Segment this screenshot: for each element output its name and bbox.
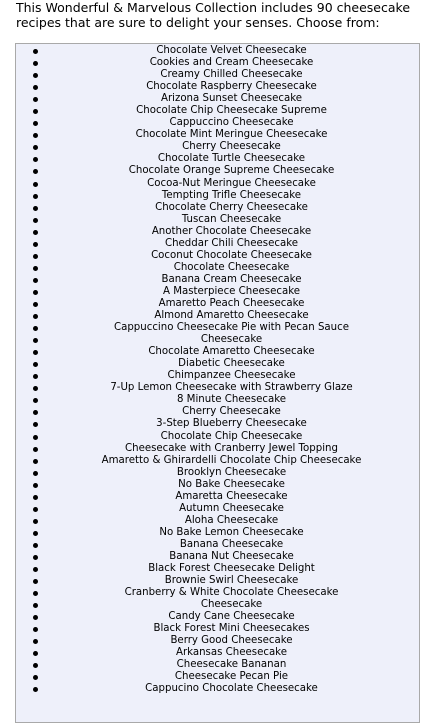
- bullet-icon: [33, 206, 38, 211]
- recipe-list-box: [15, 43, 420, 723]
- recipe-name: Cappuccino Cheesecake: [169, 117, 294, 129]
- list-item: [16, 310, 419, 322]
- bullet-icon: [33, 350, 38, 355]
- list-item: [16, 105, 419, 117]
- recipe-name: Cocoa-Nut Meringue Cheesecake: [147, 177, 316, 189]
- recipe-name: Cheesecake: [200, 599, 263, 611]
- recipe-name: Another Chocolate Cheesecake: [151, 225, 312, 237]
- recipe-name: Amaretto Peach Cheesecake: [158, 297, 305, 309]
- list-item: [16, 406, 419, 418]
- bullet-icon: [33, 435, 38, 440]
- list-item: [16, 623, 419, 635]
- list-item: [16, 503, 419, 515]
- bullet-icon: [33, 519, 38, 524]
- bullet-icon: [33, 61, 38, 66]
- bullet-icon: [33, 338, 38, 343]
- recipe-name: Cheesecake Pecan Pie: [174, 671, 289, 683]
- recipe-name: Tuscan Cheesecake: [181, 213, 282, 225]
- list-item: [16, 322, 419, 334]
- list-item: [16, 45, 419, 57]
- list-item: [16, 117, 419, 129]
- list-item: [16, 250, 419, 262]
- recipe-name: A Masterpiece Cheesecake: [163, 285, 300, 297]
- list-item: [16, 394, 419, 406]
- bullet-icon: [33, 85, 38, 90]
- bullet-icon: [33, 398, 38, 403]
- list-item: [16, 587, 419, 599]
- list-item: [16, 671, 419, 683]
- list-item: [16, 214, 419, 226]
- list-item: [16, 683, 419, 695]
- list-item: [16, 334, 419, 346]
- list-item: [16, 382, 419, 394]
- recipe-name: Chocolate Raspberry Cheesecake: [146, 81, 317, 93]
- bullet-icon: [33, 459, 38, 464]
- list-item: [16, 153, 419, 165]
- bullet-icon: [33, 194, 38, 199]
- list-item: [16, 129, 419, 141]
- list-item: [16, 659, 419, 671]
- recipe-name: Chocolate Cherry Cheesecake: [155, 201, 308, 213]
- bullet-icon: [33, 591, 38, 596]
- list-item: [16, 298, 419, 310]
- list-item: [16, 274, 419, 286]
- list-item: [16, 527, 419, 539]
- bullet-icon: [33, 133, 38, 138]
- recipe-name: Chocolate Cheesecake: [173, 261, 290, 273]
- bullet-icon: [33, 386, 38, 391]
- list-item: [16, 141, 419, 153]
- recipe-name: Cranberry & White Chocolate Cheesecake: [124, 587, 339, 599]
- bullet-icon: [33, 507, 38, 512]
- list-item: [16, 455, 419, 467]
- recipe-name: No Bake Lemon Cheesecake: [159, 526, 304, 538]
- list-item: [16, 647, 419, 659]
- recipe-name: Chocolate Chip Cheesecake: [160, 430, 303, 442]
- list-item: [16, 575, 419, 587]
- bullet-icon: [33, 266, 38, 271]
- bullet-icon: [33, 362, 38, 367]
- bullet-icon: [33, 615, 38, 620]
- bullet-icon: [33, 603, 38, 608]
- list-item: [16, 491, 419, 503]
- recipe-name: Brooklyn Cheesecake: [176, 466, 287, 478]
- list-item: [16, 81, 419, 93]
- list-item: [16, 370, 419, 382]
- recipe-name: Cheesecake Bananan: [176, 659, 287, 671]
- bullet-icon: [33, 495, 38, 500]
- list-item: [16, 551, 419, 563]
- recipe-name: Brownie Swirl Cheesecake: [164, 575, 299, 587]
- list-item: [16, 93, 419, 105]
- list-item: [16, 467, 419, 479]
- bullet-icon: [33, 326, 38, 331]
- bullet-icon: [33, 675, 38, 680]
- recipe-name: Chocolate Velvet Cheesecake: [156, 45, 307, 56]
- list-item: [16, 226, 419, 238]
- recipe-name: Arizona Sunset Cheesecake: [160, 93, 303, 105]
- recipe-name: No Bake Cheesecake: [178, 478, 285, 490]
- list-item: [16, 515, 419, 527]
- list-item: [16, 358, 419, 370]
- recipe-name: 3-Step Blueberry Cheesecake: [156, 418, 307, 430]
- recipe-name: Banana Cheesecake: [179, 538, 284, 550]
- recipe-name: Chocolate Amaretto Cheesecake: [148, 346, 315, 358]
- bullet-icon: [33, 73, 38, 78]
- bullet-icon: [33, 627, 38, 632]
- bullet-icon: [33, 422, 38, 427]
- list-item: [16, 599, 419, 611]
- bullet-icon: [33, 97, 38, 102]
- bullet-icon: [33, 182, 38, 187]
- bullet-icon: [33, 254, 38, 259]
- intro-text: This Wonderful & Marvelous Collection includes 90 cheesecake recipes that are sure to delight your senses. Choose from:: [16, 0, 411, 30]
- list-item: [16, 262, 419, 274]
- list-item: [16, 69, 419, 81]
- recipe-name: Black Forest Mini Cheesecakes: [153, 623, 310, 635]
- recipe-name: 8 Minute Cheesecake: [176, 394, 287, 406]
- bullet-icon: [33, 663, 38, 668]
- bullet-icon: [33, 447, 38, 452]
- list-item: [16, 563, 419, 575]
- recipe-name: Cherry Cheesecake: [182, 141, 281, 153]
- recipe-name: Arkansas Cheesecake: [175, 647, 287, 659]
- recipe-list: [16, 44, 419, 696]
- bullet-icon: [33, 651, 38, 656]
- recipe-name: Cappucino Chocolate Cheesecake: [145, 683, 318, 695]
- bullet-icon: [33, 278, 38, 283]
- recipe-name: Cookies and Cream Cheesecake: [149, 57, 314, 69]
- bullet-icon: [33, 579, 38, 584]
- recipe-name: Almond Amaretto Cheesecake: [154, 310, 309, 322]
- recipe-name: Berry Good Cheesecake: [170, 635, 293, 647]
- list-item: [16, 539, 419, 551]
- list-item: [16, 238, 419, 250]
- bullet-icon: [33, 483, 38, 488]
- list-item: [16, 190, 419, 202]
- recipe-name: Cheesecake with Cranberry Jewel Topping: [125, 442, 338, 454]
- recipe-name: Candy Cane Cheesecake: [168, 611, 295, 623]
- recipe-name: Autumn Cheesecake: [179, 502, 284, 514]
- bullet-icon: [33, 687, 38, 692]
- bullet-icon: [33, 157, 38, 162]
- bullet-icon: [33, 109, 38, 114]
- bullet-icon: [33, 169, 38, 174]
- list-item: [16, 165, 419, 177]
- recipe-name: Chocolate Orange Supreme Cheesecake: [128, 165, 335, 177]
- recipe-name: Black Forest Cheesecake Delight: [148, 563, 315, 575]
- list-item: [16, 431, 419, 443]
- recipe-name: Chocolate Chip Cheesecake Supreme: [136, 105, 327, 117]
- list-item: [16, 635, 419, 647]
- bullet-icon: [33, 218, 38, 223]
- bullet-icon: [33, 121, 38, 126]
- list-item: [16, 57, 419, 69]
- recipe-name: Tempting Trifle Cheesecake: [161, 189, 302, 201]
- recipe-name: Chocolate Turtle Cheesecake: [157, 153, 306, 165]
- recipe-name: Cappuccino Cheesecake Pie with Pecan Sauce: [113, 322, 349, 334]
- recipe-name: Aloha Cheesecake: [184, 514, 279, 526]
- bullet-icon: [33, 471, 38, 476]
- recipe-name: Cherry Cheesecake: [182, 406, 281, 418]
- recipe-name: Cheddar Chili Cheesecake: [164, 237, 299, 249]
- bullet-icon: [33, 49, 38, 54]
- bullet-icon: [33, 410, 38, 415]
- bullet-icon: [33, 374, 38, 379]
- recipe-name: Amaretto & Ghirardelli Chocolate Chip Cheesecake: [101, 454, 362, 466]
- list-item: [16, 178, 419, 190]
- list-item: [16, 479, 419, 491]
- bullet-icon: [33, 531, 38, 536]
- recipe-name: Banana Nut Cheesecake: [169, 550, 294, 562]
- recipe-name: Amaretta Cheesecake: [175, 490, 288, 502]
- bullet-icon: [33, 302, 38, 307]
- bullet-icon: [33, 555, 38, 560]
- recipe-name: 7-Up Lemon Cheesecake with Strawberry Glaze: [110, 382, 353, 394]
- recipe-name: Coconut Chocolate Cheesecake: [151, 249, 312, 261]
- recipe-name: Diabetic Cheesecake: [178, 358, 285, 370]
- recipe-name: Banana Cream Cheesecake: [161, 273, 302, 285]
- recipe-name: Chocolate Mint Meringue Cheesecake: [135, 129, 328, 141]
- recipe-name: Chimpanzee Cheesecake: [167, 370, 296, 382]
- recipe-name: Cheesecake: [200, 334, 263, 346]
- bullet-icon: [33, 543, 38, 548]
- list-item: [16, 418, 419, 430]
- list-item: [16, 346, 419, 358]
- bullet-icon: [33, 242, 38, 247]
- bullet-icon: [33, 230, 38, 235]
- bullet-icon: [33, 145, 38, 150]
- bullet-icon: [33, 290, 38, 295]
- list-item: [16, 443, 419, 455]
- list-item: [16, 286, 419, 298]
- bullet-icon: [33, 314, 38, 319]
- list-item: [16, 611, 419, 623]
- bullet-icon: [33, 567, 38, 572]
- recipe-name: Creamy Chilled Cheesecake: [160, 69, 303, 81]
- bullet-icon: [33, 639, 38, 644]
- list-item: [16, 202, 419, 214]
